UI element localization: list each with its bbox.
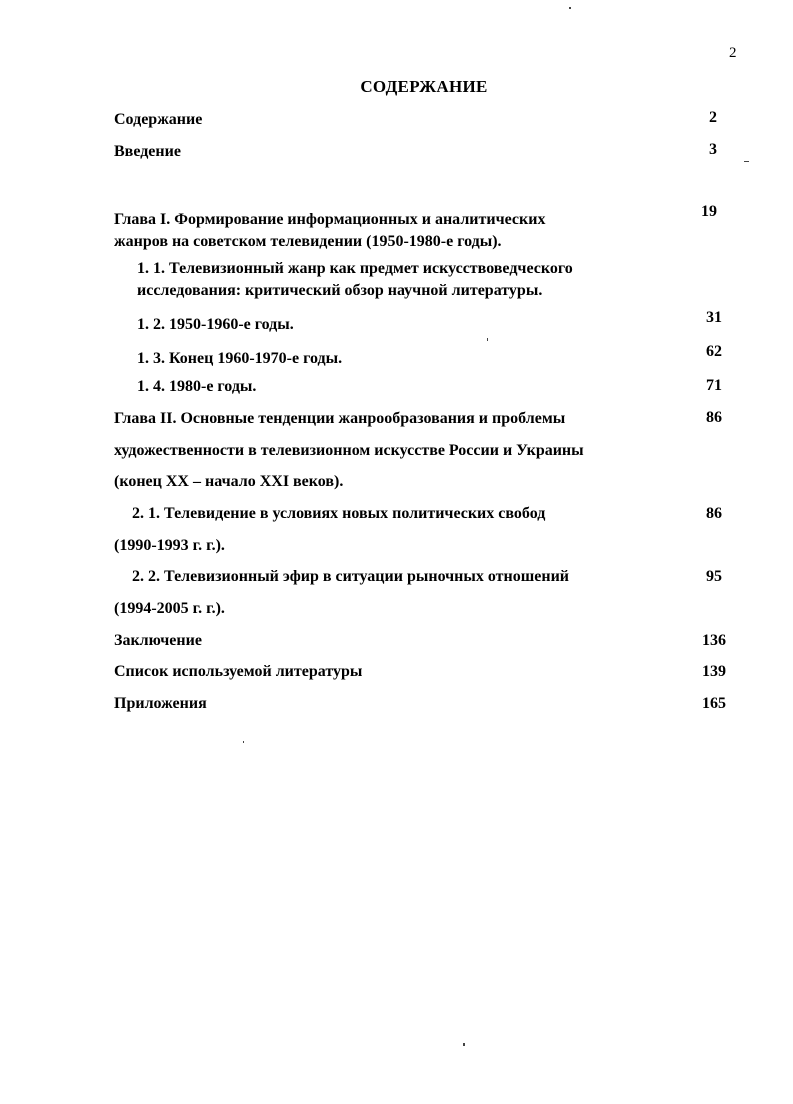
- toc-entry-label: жанров на советском телевидении (1950-1980-е годы).: [114, 233, 502, 250]
- toc-entry-label: художественности в телевизионном искусстве России и Украины: [114, 442, 584, 459]
- toc-entry-page: 2: [709, 109, 717, 126]
- toc-entry-page: 31: [706, 309, 722, 326]
- toc-entry-page: 139: [702, 663, 726, 680]
- toc-title: СОДЕРЖАНИЕ: [360, 77, 488, 96]
- toc-entry-page: 62: [706, 343, 722, 360]
- toc-entry-label: 1. 2. 1950-1960-е годы.: [137, 316, 294, 333]
- page-number: 2: [729, 45, 737, 61]
- scan-speck: [463, 1043, 465, 1046]
- scan-speck: [487, 338, 488, 341]
- toc-entry-label: 2. 1. Телевидение в условиях новых политических свобод: [132, 505, 546, 522]
- toc-entry-page: 95: [706, 568, 722, 585]
- toc-entry-label: (1994-2005 г. г.).: [114, 600, 225, 617]
- toc-entry-label: 1. 4. 1980-е годы.: [137, 378, 257, 395]
- toc-entry-label: Введение: [114, 143, 181, 160]
- toc-entry-label: Приложения: [114, 695, 207, 712]
- toc-entry-page: 3: [709, 141, 717, 158]
- toc-entry-label: 2. 2. Телевизионный эфир в ситуации рыночных отношений: [132, 568, 570, 585]
- scan-speck: [243, 741, 244, 743]
- toc-entry-label: 1. 1. Телевизионный жанр как предмет искусствоведческого: [137, 260, 573, 277]
- toc-entry-page: 86: [706, 409, 722, 426]
- toc-entry-label: Список используемой литературы: [114, 663, 363, 680]
- toc-entry-label: Глава I. Формирование информационных и аналитических: [114, 211, 546, 228]
- toc-entry-label: (1990-1993 г. г.).: [114, 537, 225, 554]
- scan-speck: [744, 161, 749, 162]
- toc-entry-page: 19: [701, 203, 717, 220]
- toc-entry-label: 1. 3. Конец 1960-1970-е годы.: [137, 350, 343, 367]
- toc-entry-page: 71: [706, 377, 722, 394]
- toc-entry-label: (конец ХХ – начало XXI веков).: [114, 473, 344, 490]
- toc-entry-label: исследования: критический обзор научной литературы.: [137, 282, 543, 299]
- toc-entry-label: Заключение: [114, 632, 202, 649]
- toc-entry-page: 165: [702, 695, 726, 712]
- toc-entry-label: Глава II. Основные тенденции жанрообразования и проблемы: [114, 410, 566, 427]
- toc-entry-page: 136: [702, 632, 726, 649]
- toc-entry-label: Содержание: [114, 111, 203, 128]
- toc-entry-page: 86: [706, 505, 722, 522]
- scan-speck: [569, 7, 571, 9]
